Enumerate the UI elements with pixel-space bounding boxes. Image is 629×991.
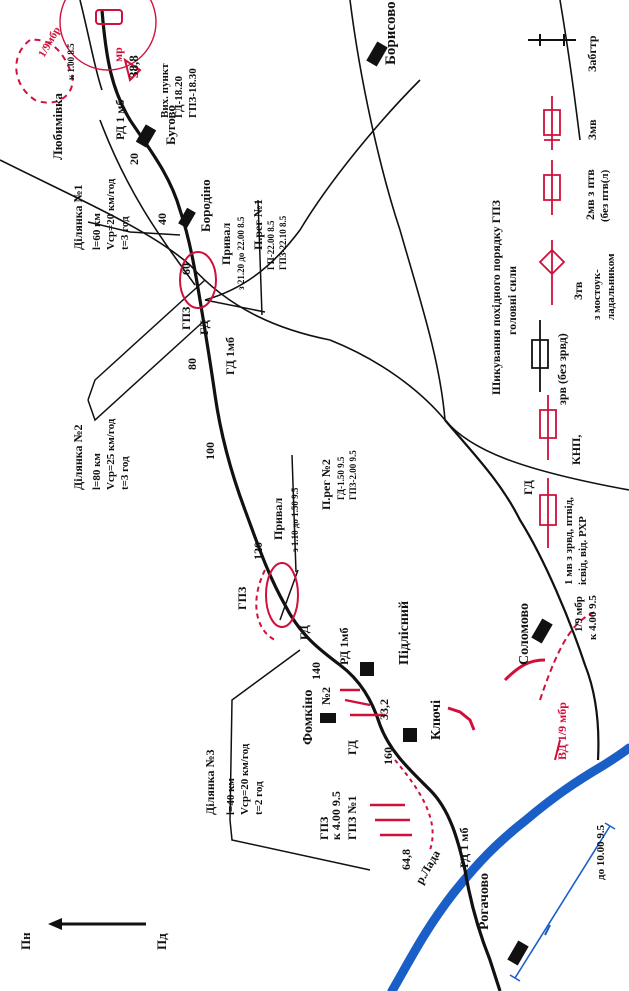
label-gd-c: ГД: [345, 740, 359, 755]
halt-2-gd: ГД-1.50 9.5: [336, 456, 346, 500]
village-borysovo: Борисово: [383, 1, 399, 65]
mech-company-column-icon: [544, 160, 560, 215]
village-marker-fomkino: [320, 713, 336, 723]
compass: [48, 918, 146, 930]
km-60: 60: [179, 263, 193, 275]
halt-2-area: [266, 563, 298, 627]
halt-2-time: з 1.10 до 1.50 9.5: [290, 487, 300, 552]
segment-2-time: t=3 год: [119, 456, 131, 490]
label-vd: ВД 1/9 мбр: [555, 702, 569, 760]
label-gpz-a: ГПЗ: [179, 306, 193, 330]
branch-solomovo: [445, 420, 598, 760]
legend-item-7: ладальником: [605, 253, 617, 320]
halt-1-title: Привал: [219, 222, 233, 265]
segment-3-title: Ділянка №3: [203, 749, 217, 815]
legend-item-12: ісвід, від. РХР: [577, 516, 589, 585]
label-mbr-bot: 1/9 мбр: [573, 596, 585, 632]
km-120: 120: [251, 542, 265, 560]
km-40: 40: [155, 213, 169, 225]
village-solomovo: Соломово: [517, 603, 532, 665]
halt-2-gpz: ГПЗ-2.00 9.5: [348, 450, 358, 500]
halt-2-title: Привал: [271, 497, 285, 540]
segment-2-speed: Vср=25 км/год: [105, 418, 117, 490]
legend-item-5: 3тв: [571, 281, 585, 300]
label-gd1mb: ГД 1мб: [223, 336, 237, 375]
village-pidlisnyi: Підлісний: [397, 600, 412, 665]
village-klyuchi: Ключі: [429, 700, 444, 740]
village-marker-buhovo: [136, 124, 156, 147]
segment-2-length: l=80 км: [91, 453, 103, 490]
elevation-mid: 33,2: [377, 699, 391, 720]
segment-3-time: t=2 год: [253, 781, 265, 815]
label-gd-a: ГД: [197, 320, 211, 335]
mech-company-column-icon: [544, 96, 560, 150]
label-rd1mb-mid: РД 1мб: [337, 627, 351, 665]
halt-1-time: з 21.20 до 22.00 8.5: [236, 216, 246, 290]
road-east: [330, 340, 629, 490]
segment-1-length: l=60 км: [91, 213, 103, 250]
compass-south: Пд: [154, 933, 169, 950]
label-rd1mb-top: РД 1 мб: [113, 99, 127, 140]
label-until: до 10.00 9.5: [595, 824, 607, 880]
village-marker-pidlisnyi: [360, 662, 374, 676]
north-arrow-icon: [48, 918, 62, 930]
halt-1-gp: ГП-22.00 8.5: [266, 220, 276, 270]
halt-1-gpz: ГПЗ-22.10 8.5: [278, 215, 288, 270]
km-100: 100: [203, 442, 217, 460]
village-fomkino: Фомкіно: [301, 689, 316, 745]
village-marker-solomovo: [531, 618, 552, 643]
river-name: р.Лада: [412, 847, 443, 887]
km-160: 160: [381, 747, 395, 765]
tank-company-icon: [540, 240, 564, 305]
km-20: 20: [127, 153, 141, 165]
start-point-gpz: ГПЗ-18.30: [187, 68, 199, 118]
halt-1-reg: П.рег №1: [251, 199, 265, 250]
legend-title: Шикування похідного порядку ГПЗ: [489, 200, 503, 395]
legend-subtitle: головні сили: [505, 265, 519, 335]
label-k100: к 1.00 8.5: [66, 43, 76, 80]
segment-3-length: l=40 км: [225, 778, 237, 815]
legend-item-3: 2мв з птв: [583, 169, 597, 220]
segment-1-title: Ділянка №1: [71, 184, 85, 250]
column-gpz1: [370, 805, 412, 835]
label-gd-b: ГД: [297, 625, 311, 640]
village-borodino: Бородіно: [198, 179, 213, 232]
command-post-icon: [540, 395, 556, 460]
road-top-right: [560, 0, 580, 140]
segment-3-speed: Vср=20 км/год: [239, 743, 251, 815]
village-marker-klyuchi: [403, 728, 417, 742]
label-gpz1-time: к 4.00 9.5: [329, 791, 343, 840]
legend-item-11: 1 мв з зрвд, птвід,: [563, 497, 575, 585]
segment-1-speed: Vср=20 км/год: [105, 178, 117, 250]
label-mbr-top: 1/9мбр: [36, 24, 64, 60]
label-rd1mb-bot: РД 1 мб: [457, 827, 471, 868]
legend-item-8: зрв (без зрвд): [555, 333, 569, 405]
label-no2: №2: [319, 686, 333, 705]
legend-icons: [528, 34, 576, 548]
km-80: 80: [185, 358, 199, 370]
label-gpz-c: ГПЗ: [317, 816, 331, 840]
km-140: 140: [309, 662, 323, 680]
segment-1-time: t=3 год: [119, 216, 131, 250]
halt-2-reg: П.рег №2: [319, 459, 333, 510]
label-gpz-b: ГПЗ: [235, 586, 249, 610]
convoy-symbol: [96, 10, 122, 24]
village-lyubymivka: Любимівка: [50, 93, 65, 160]
elevation-bot: 64,8: [399, 849, 413, 870]
label-k400: к 4.00 9.5: [587, 595, 599, 640]
artillery-icon: [532, 320, 548, 392]
head-patrol-icon: [540, 478, 556, 548]
road-top-left: [80, 0, 102, 90]
start-point-gd: ГД-18.20: [173, 75, 185, 118]
start-point-title: Вих. пункт: [159, 63, 171, 118]
legend-item-4: (без птв(л): [599, 169, 611, 222]
elevation-top: 38,8: [126, 55, 141, 78]
compass-north: Пн: [18, 932, 33, 950]
legend-item-1: Забгтр: [585, 35, 599, 72]
label-mr: мр: [111, 47, 125, 62]
village-rohachovo: Рогачово: [477, 872, 492, 930]
obstacle-barrier-icon: [528, 34, 576, 46]
segment-leaders: [88, 222, 370, 870]
segment-2-title: Ділянка №2: [71, 424, 85, 490]
legend-item-6: з мостоук-: [591, 269, 603, 320]
label-gpz1: ГПЗ №1: [345, 795, 359, 840]
legend-item-10: ГД: [521, 480, 535, 495]
village-buhovo: Бугово: [163, 105, 178, 145]
legend-item-9: КНП,: [569, 434, 583, 465]
legend-item-2: 3мв: [585, 119, 599, 140]
march-route: [102, 10, 500, 991]
